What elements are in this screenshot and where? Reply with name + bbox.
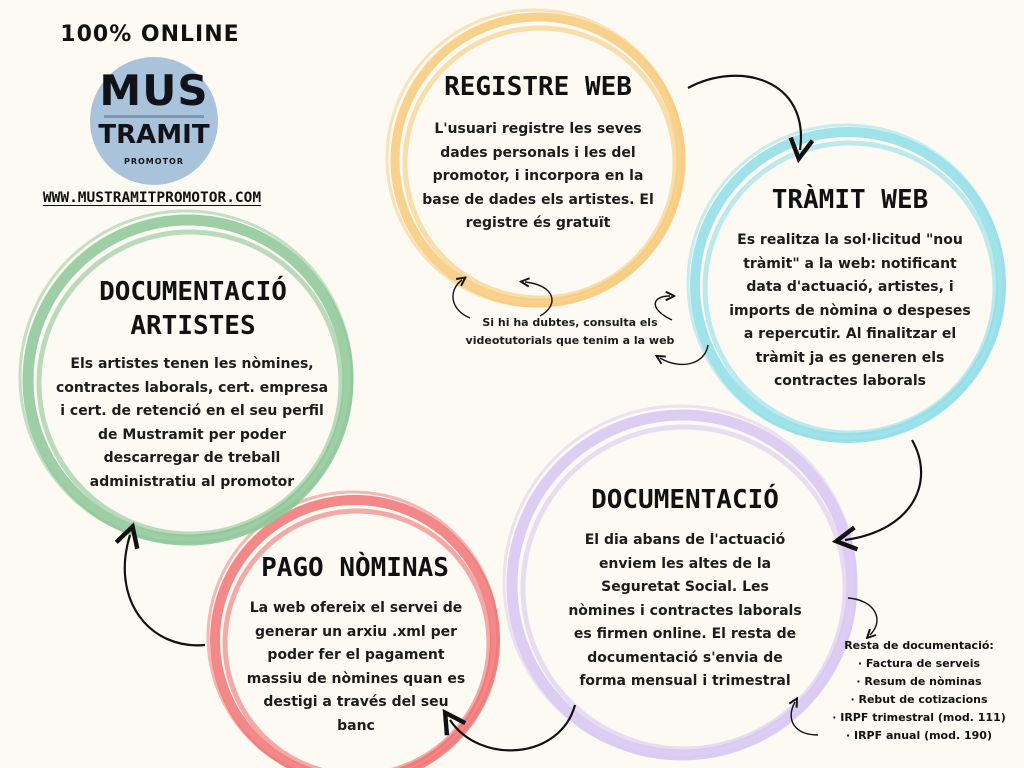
help-note-line1: Si hi ha dubtes, consulta els bbox=[482, 316, 658, 329]
website-link[interactable]: WWW.MUSTRAMITPROMOTOR.COM bbox=[42, 190, 262, 206]
extra-docs-title: Resta de documentació: bbox=[844, 639, 994, 652]
help-note-line2: videotutorials que tenim a la web bbox=[465, 334, 675, 347]
pago-title: PAGO NÒMINAS bbox=[261, 553, 449, 583]
artistes-body: Els artistes tenen les nòmines, contractes laborals, cert. empresa i cert. de retenció en el seu perfil de Mustramit per poder descarregar de treball administratiu al promotor bbox=[55, 356, 329, 490]
extra-docs-item: · Resum de nòminas bbox=[856, 675, 982, 688]
pago-body: La web ofereix el servei de generar un arxiu .xml per poder fer el pagament massiu de nòmines quan es destigi a través del seu banc bbox=[246, 600, 466, 734]
tramit-title: TRÀMIT WEB bbox=[771, 185, 929, 215]
artistes-title-line1: DOCUMENTACIÓ bbox=[99, 277, 287, 307]
artistes-title bbox=[58, 275, 328, 343]
registre-body: L'usuari registre les seves dades personals i les del promotor, i incorpora en la base de dades els artistes. El registre és gratuït bbox=[422, 121, 654, 231]
extra-docs-item: · Factura de serveis bbox=[857, 657, 981, 670]
tramit-body: Es realitza la sol·licitud "nou tràmit" a la web: notificant data d'actuació, artistes, i imports de nòmina o despeses a repercutir. Al finalitzar el tràmit ja es generen els contractes laborals bbox=[729, 232, 971, 389]
extra-docs-item: · IRPF anual (mod. 190) bbox=[845, 729, 992, 742]
registre-title: REGISTRE WEB bbox=[444, 72, 632, 102]
arrow-tramit-to-documentacio bbox=[845, 440, 921, 540]
logo-sub-text: PROMOTOR bbox=[123, 157, 184, 166]
extra-docs bbox=[826, 637, 1012, 745]
documentacio-title: DOCUMENTACIÓ bbox=[591, 485, 779, 515]
tagline: 100% ONLINE bbox=[60, 22, 240, 47]
logo-main-text: MUS bbox=[99, 66, 209, 115]
documentacio-body: El dia abans de l'actuació enviem les altes de la Seguretat Social. Les nòmines i contractes laborals es firmen online. El resta de documentació s'envia de forma mensual i trimestral bbox=[568, 532, 802, 689]
arrow-pago-to-artistes bbox=[125, 535, 205, 645]
logo-second-text: TRAMIT bbox=[98, 120, 210, 150]
extra-docs-item: · IRPF trimestral (mod. 111) bbox=[832, 711, 1006, 724]
artistes-title-line2: ARTISTES bbox=[130, 311, 256, 341]
help-note bbox=[455, 314, 685, 350]
extra-docs-item: · Rebut de cotizacions bbox=[850, 693, 988, 706]
